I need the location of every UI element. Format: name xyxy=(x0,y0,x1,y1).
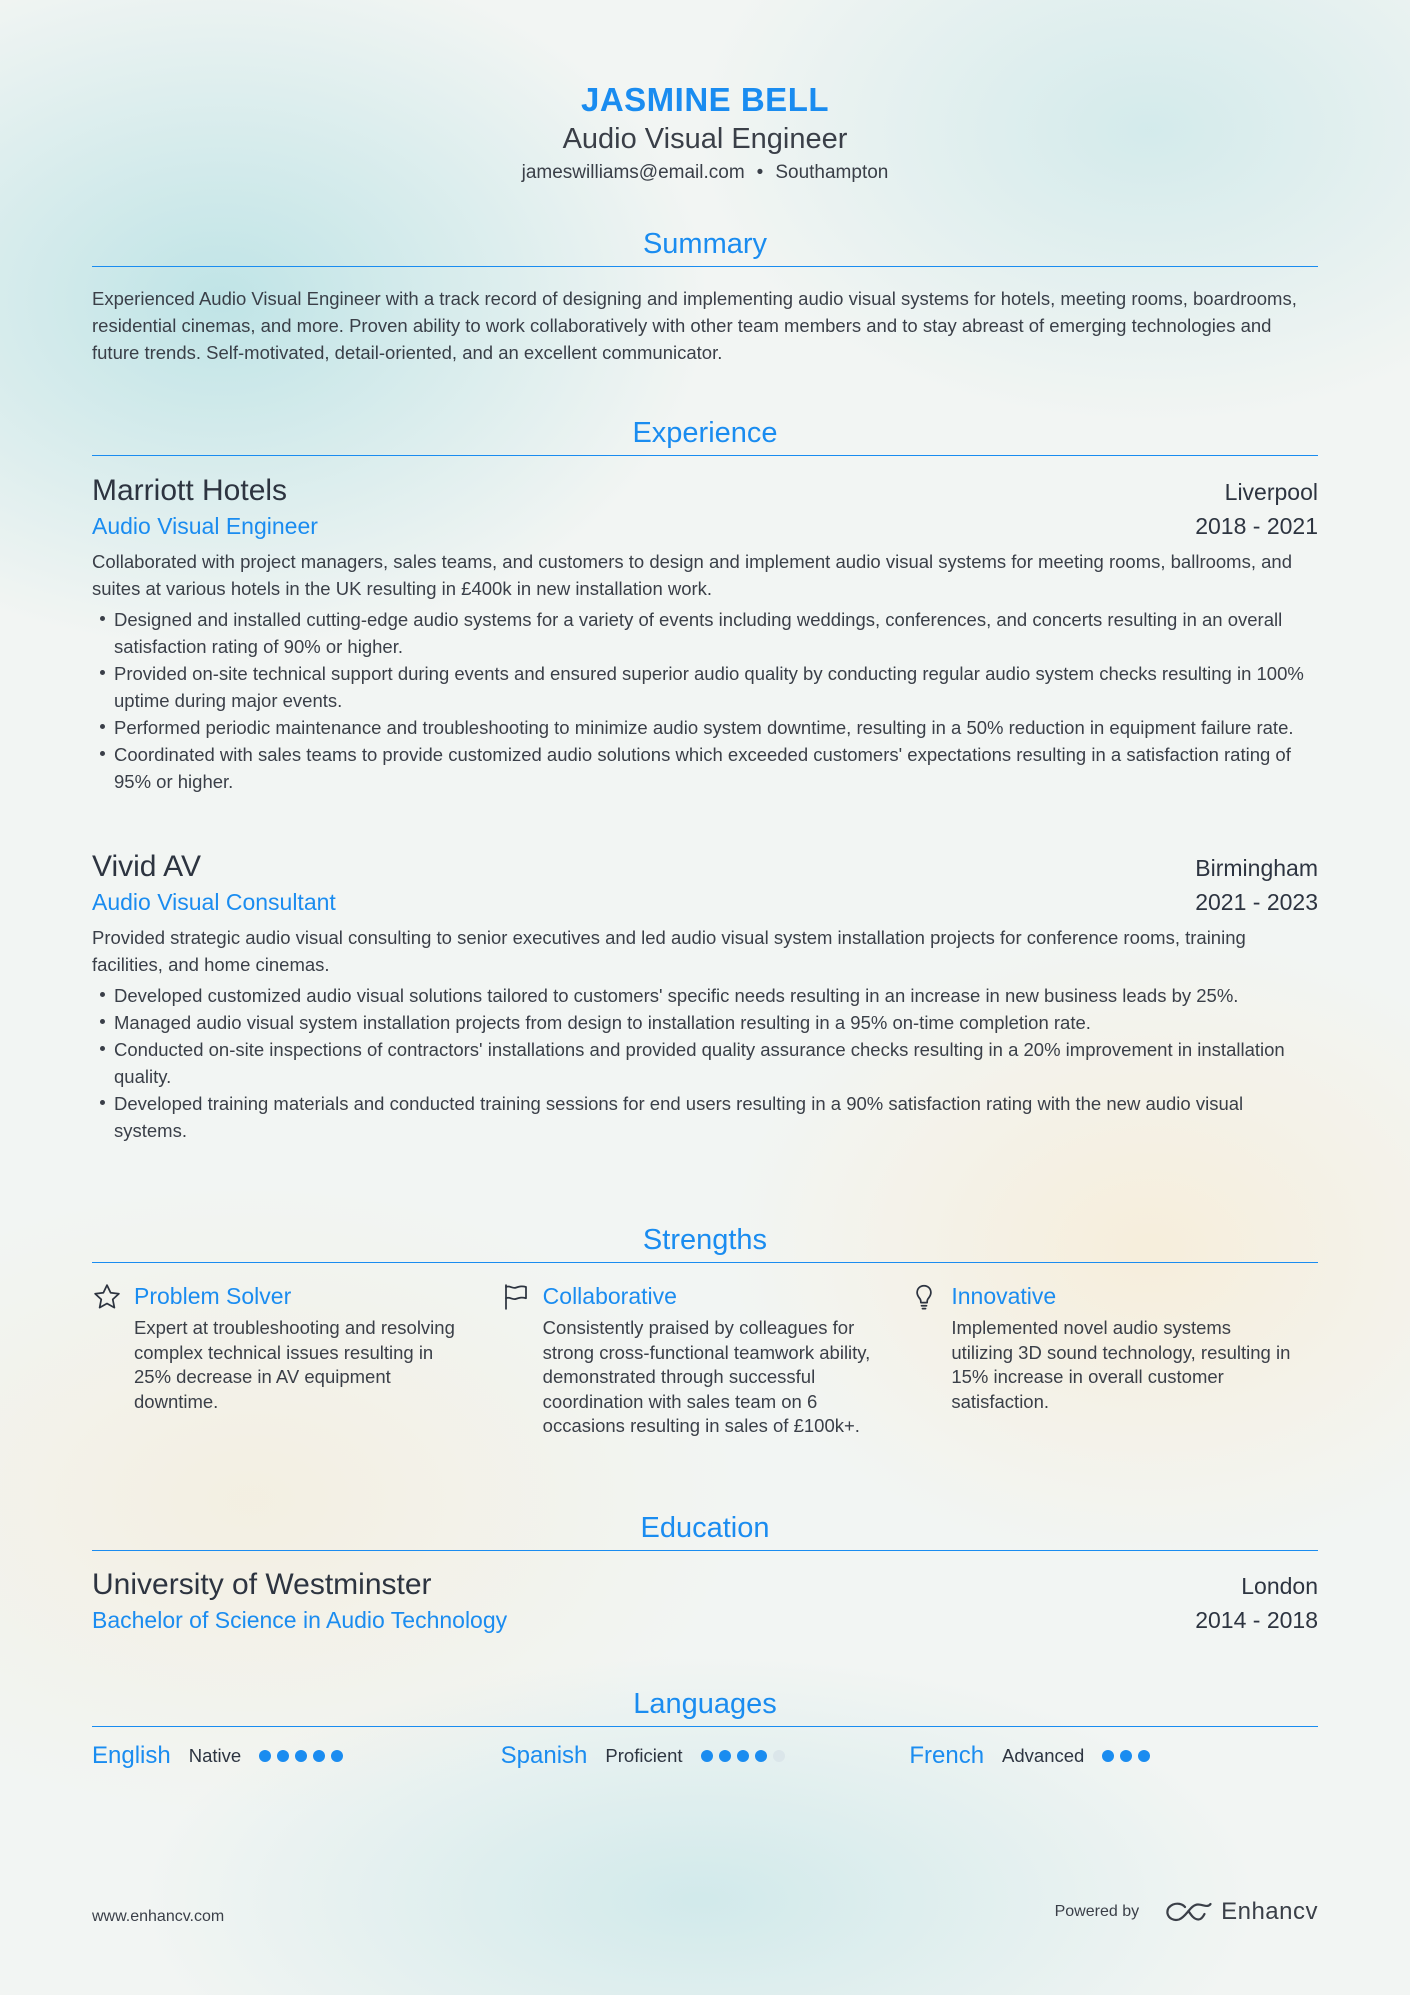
language-rating xyxy=(259,1750,349,1762)
job-description: Provided strategic audio visual consulting to senior executives and led audio visual system installation projects for conference rooms, training facilities, and home cinemas. xyxy=(92,927,1246,975)
contact-separator: • xyxy=(756,162,764,183)
strength-text: Consistently praised by colleagues for strong cross-functional teamwork ability, demonstrated through successful coordination with sales team on 6 occasions resulting in sales of £100k+. xyxy=(542,1317,871,1436)
rating-dot-filled xyxy=(1120,1750,1132,1762)
rating-dot-filled xyxy=(1138,1750,1150,1762)
footer-branding xyxy=(1055,1898,1318,1926)
resume-page xyxy=(92,0,1318,1995)
lightbulb-icon xyxy=(909,1280,951,1439)
job-bullet: Coordinated with sales teams to provide customized audio solutions which exceeded customers' expectations resulting in a satisfaction rating of 95% or higher. xyxy=(92,741,1318,795)
resume-header xyxy=(92,80,1318,186)
job-dates: 2018 - 2021 xyxy=(1195,513,1318,539)
job-bullet: Developed customized audio visual solutions tailored to customers' specific needs resulting in an increase in new business leads by 25%. xyxy=(92,982,1318,1009)
candidate-title: Audio Visual Engineer xyxy=(562,123,848,155)
strength-title: Collaborative xyxy=(542,1283,677,1309)
job-bullet: Provided on-site technical support during events and ensured superior audio quality by conducting regular audio system checks resulting in 100% uptime during major events. xyxy=(92,660,1318,714)
candidate-name: JASMINE BELL xyxy=(580,81,830,118)
education-heading: Education xyxy=(92,1510,1318,1551)
education-entry xyxy=(92,1566,1318,1636)
job-role: Audio Visual Consultant xyxy=(92,889,336,915)
language-item xyxy=(501,1740,910,1772)
job-bullet: Managed audio visual system installation projects from design to installation resulting in a 95% on-time completion rate. xyxy=(92,1009,1318,1036)
strength-item xyxy=(501,1280,910,1439)
school-location: London xyxy=(1241,1573,1318,1599)
job-description: Collaborated with project managers, sales teams, and customers to design and implement audio visual systems for meeting rooms, ballrooms, and suites at various hotels in the UK resulting in £400k in new installation work. xyxy=(92,551,1292,599)
strength-item xyxy=(92,1280,501,1439)
contact-email[interactable]: jameswilliams@email.com xyxy=(521,162,745,183)
rating-dot-filled xyxy=(259,1750,271,1762)
job-bullet: Developed training materials and conducted training sessions for end users resulting in a 90% satisfaction rating with the new audio visual systems. xyxy=(92,1090,1318,1144)
strengths-heading: Strengths xyxy=(92,1222,1318,1263)
job-bullets xyxy=(92,606,1318,795)
rating-dot-empty xyxy=(773,1750,785,1762)
language-item xyxy=(909,1740,1318,1772)
enhancv-logo-icon xyxy=(1165,1901,1213,1923)
strength-title: Innovative xyxy=(951,1283,1057,1309)
job-dates: 2021 - 2023 xyxy=(1195,889,1318,915)
rating-dot-filled xyxy=(313,1750,325,1762)
strength-item xyxy=(909,1280,1318,1439)
rating-dot-filled xyxy=(701,1750,713,1762)
company-name: Vivid AV xyxy=(92,850,201,883)
footer-website[interactable]: www.enhancv.com xyxy=(92,1908,225,1925)
rating-dot-filled xyxy=(277,1750,289,1762)
language-name: French xyxy=(909,1742,985,1769)
job-location: Liverpool xyxy=(1224,479,1318,505)
language-level: Proficient xyxy=(605,1745,683,1766)
job-bullets xyxy=(92,982,1318,1144)
rating-dot-filled xyxy=(719,1750,731,1762)
language-rating xyxy=(701,1750,791,1762)
language-item xyxy=(92,1740,501,1772)
job-bullet: Performed periodic maintenance and troubleshooting to minimize audio system downtime, resulting in a 50% reduction in equipment failure rate. xyxy=(92,714,1318,741)
strengths-list xyxy=(92,1280,1318,1439)
languages-list xyxy=(92,1740,1318,1772)
company-name: Marriott Hotels xyxy=(92,474,288,507)
job-bullet: Conducted on-site inspections of contractors' installations and provided quality assurance checks resulting in a 20% improvement in installation quality. xyxy=(92,1036,1318,1090)
language-level: Advanced xyxy=(1002,1745,1085,1766)
strength-title: Problem Solver xyxy=(134,1283,292,1309)
experience-entry xyxy=(92,472,1318,795)
contact-line xyxy=(92,160,1318,186)
degree: Bachelor of Science in Audio Technology xyxy=(92,1607,508,1633)
language-name: Spanish xyxy=(500,1742,588,1769)
summary-text: Experienced Audio Visual Engineer with a track record of designing and implementing audio visual systems for hotels, meeting rooms, boardrooms, residential cinemas, and more. Proven ability to work collaboratively with other team members and to stay abreast of emerging technologies and future trends. Self-motivated, detail-oriented, and an excellent communicator. xyxy=(92,288,1297,363)
job-role: Audio Visual Engineer xyxy=(92,513,318,539)
language-name: English xyxy=(92,1742,171,1769)
enhancv-logo[interactable] xyxy=(1165,1898,1318,1926)
strength-text: Expert at troubleshooting and resolving complex technical issues resulting in 25% decrease in AV equipment downtime. xyxy=(134,1317,455,1412)
rating-dot-filled xyxy=(1102,1750,1114,1762)
school-name: University of Westminster xyxy=(92,1568,432,1601)
rating-dot-filled xyxy=(295,1750,307,1762)
star-icon xyxy=(92,1280,134,1439)
language-rating xyxy=(1102,1750,1156,1762)
powered-by-label: Powered by xyxy=(1054,1903,1140,1920)
strength-text: Implemented novel audio systems utilizing 3D sound technology, resulting in 15% increase in overall customer satisfaction. xyxy=(951,1317,1291,1412)
language-level: Native xyxy=(188,1745,242,1766)
experience-entry xyxy=(92,848,1318,1144)
rating-dot-filled xyxy=(331,1750,343,1762)
education-dates: 2014 - 2018 xyxy=(1195,1607,1318,1633)
summary-heading: Summary xyxy=(92,226,1318,267)
flag-icon xyxy=(501,1280,543,1439)
rating-dot-filled xyxy=(755,1750,767,1762)
enhancv-brand-text: Enhancv xyxy=(1221,1898,1318,1925)
experience-heading: Experience xyxy=(92,415,1318,456)
languages-heading: Languages xyxy=(92,1686,1318,1727)
job-bullet: Designed and installed cutting-edge audio systems for a variety of events including weddings, conferences, and concerts resulting in an overall satisfaction rating of 90% or higher. xyxy=(92,606,1318,660)
rating-dot-filled xyxy=(737,1750,749,1762)
job-location: Birmingham xyxy=(1195,855,1318,881)
contact-location: Southampton xyxy=(775,162,889,183)
